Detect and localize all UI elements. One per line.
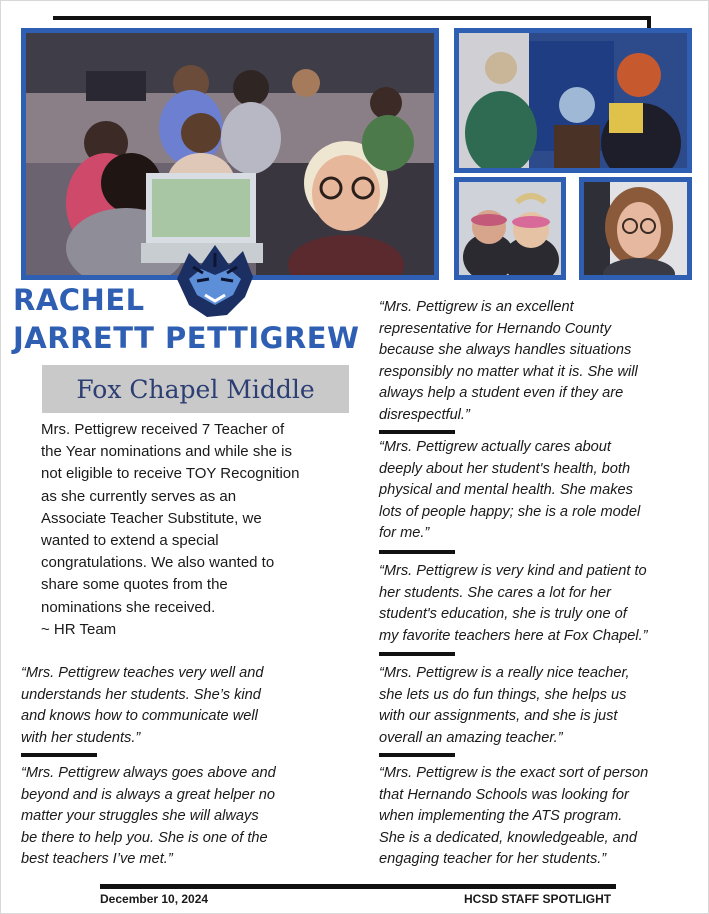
- intro-line: nominations she received.: [41, 598, 216, 616]
- quote-right-4: [379, 663, 705, 749]
- quote-separator: [21, 753, 97, 757]
- intro-line: share some quotes from the: [41, 576, 228, 594]
- quote-line: lots of people happy; she is a role model: [379, 503, 641, 520]
- quote-line: she lets us do fun things, she helps us: [379, 686, 627, 703]
- quote-line: overall an amazing teacher.”: [379, 729, 563, 746]
- quote-line: with her students.”: [21, 729, 141, 746]
- quote-left-1: [21, 663, 339, 749]
- top-rule: [53, 16, 651, 20]
- intro-line: wanted to extend a special: [41, 532, 219, 550]
- quote-line: disrespectful.”: [379, 406, 470, 423]
- quote-line: responsibly no matter what it is. She will: [379, 363, 638, 380]
- quote-line: for me.”: [379, 525, 430, 542]
- quote-line: deeply about her student's health, both: [379, 460, 631, 477]
- quote-line: her students. She cares a lot for her: [379, 584, 612, 601]
- quote-line: when implementing the ATS program.: [379, 808, 623, 825]
- quote-right-2: [379, 437, 705, 545]
- quote-line: “Mrs. Pettigrew always goes above and: [21, 765, 276, 781]
- footer-date: December 10, 2024: [100, 892, 209, 906]
- quote-line: with our assignments, and she is just: [379, 708, 618, 725]
- quote-line: best teachers I’ve met.”: [21, 851, 173, 868]
- quote-line: “Mrs. Pettigrew is a really nice teacher,: [379, 665, 630, 681]
- name-first-line: RACHEL: [13, 283, 145, 317]
- intro-paragraph: [41, 419, 351, 619]
- intro-line: Associate Teacher Substitute, we: [41, 509, 262, 527]
- footer-label: HCSD STAFF SPOTLIGHT: [464, 892, 612, 906]
- intro-line: not eligible to receive TOY Recognition: [41, 465, 300, 483]
- intro-line: congratulations. We also wanted to: [41, 554, 275, 572]
- quote-separator: [379, 753, 455, 757]
- tiger-mascot-icon: [167, 239, 263, 321]
- quote-right-3: [379, 561, 705, 647]
- quote-line: be there to help you. She is one of the: [21, 829, 268, 846]
- quote-separator: [379, 430, 455, 434]
- quote-separator: [379, 652, 455, 656]
- intro-line: as she currently serves as an: [41, 487, 237, 505]
- quote-line: representative for Hernando County: [379, 320, 612, 337]
- intro-line: the Year nominations and while she is: [41, 443, 293, 461]
- quote-line: “Mrs. Pettigrew actually cares about: [379, 439, 611, 455]
- intro-line: Mrs. Pettigrew received 7 Teacher of: [41, 421, 285, 438]
- quote-right-1: [379, 297, 705, 427]
- quote-line: matter your struggles she will always: [21, 808, 259, 825]
- quote-separator: [379, 550, 455, 554]
- quote-right-5: [379, 763, 705, 871]
- quote-line: always help a student even if they are: [379, 385, 624, 402]
- quote-line: engaging teacher for her students.”: [379, 851, 607, 868]
- quote-line: physical and mental health. She makes: [379, 482, 633, 499]
- quote-line: that Hernando Schools was looking for: [379, 786, 629, 803]
- quote-line: beyond and is always a great helper no: [21, 786, 275, 803]
- quote-line: my favorite teachers here at Fox Chapel.”: [379, 627, 648, 644]
- quote-line: “Mrs. Pettigrew is an excellent: [379, 299, 574, 315]
- intro-signature: ~ HR Team: [41, 621, 117, 638]
- teacher-portrait-photo: [579, 177, 692, 280]
- award-presentation-photo: [454, 28, 692, 173]
- quote-line: “Mrs. Pettigrew is the exact sort of person: [379, 765, 649, 781]
- quote-line: “Mrs. Pettigrew is very kind and patient to: [379, 563, 647, 579]
- quote-line: and knows how to communicate well: [21, 708, 258, 725]
- quote-line: “Mrs. Pettigrew teaches very well and: [21, 665, 264, 681]
- quote-line: because she always handles situations: [379, 342, 632, 359]
- quote-line: understands her students. She’s kind: [21, 686, 261, 703]
- school-banner: [42, 365, 349, 413]
- festive-glasses-photo: [454, 177, 566, 280]
- quote-left-2: [21, 763, 339, 871]
- name-second-line: JARRETT PETTIGREW: [13, 321, 360, 355]
- quote-line: student's education, she is truly one of: [379, 606, 627, 623]
- school-name: Fox Chapel Middle: [76, 374, 315, 404]
- footer-rule: [100, 884, 616, 889]
- quote-line: She is a dedicated, knowledgeable, and: [379, 829, 638, 846]
